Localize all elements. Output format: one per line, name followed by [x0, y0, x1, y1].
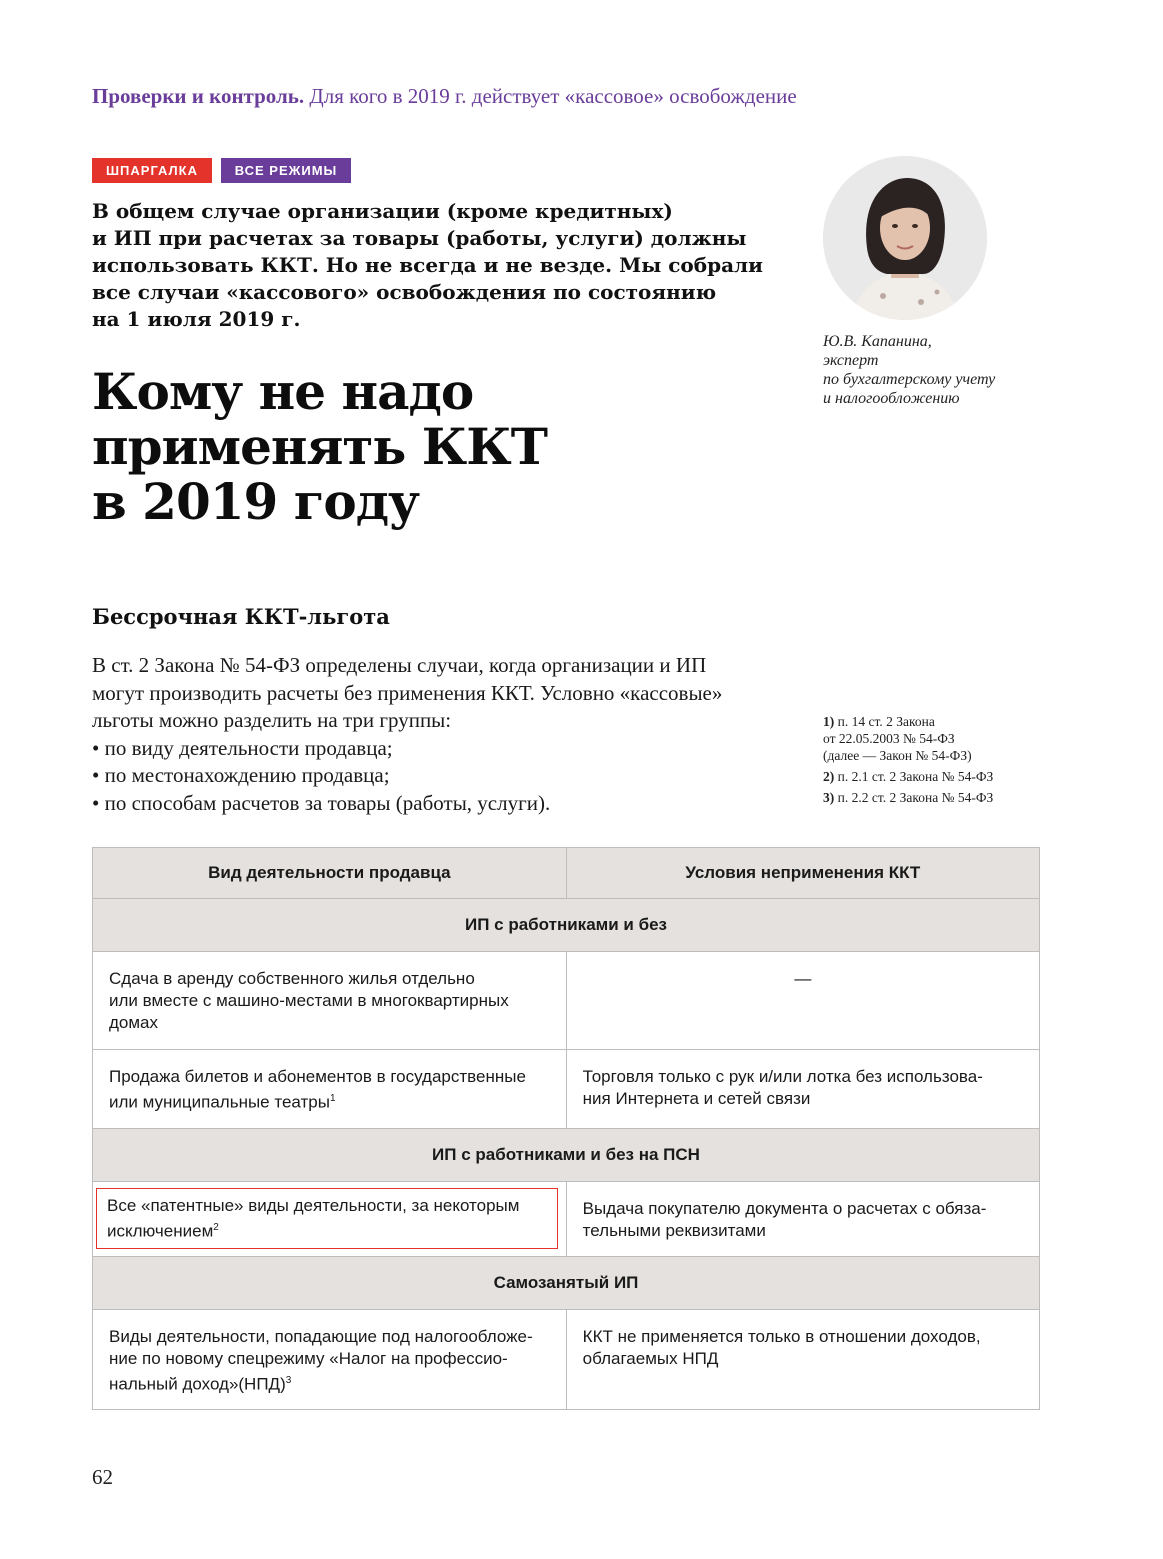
title-line: в 2019 году	[92, 472, 420, 531]
activity-cell	[93, 952, 567, 1050]
footnote-number: 2)	[823, 769, 835, 784]
author-photo	[823, 156, 987, 320]
lead-line: использовать ККТ. Но не всегда и не везде. Мы собрали	[92, 253, 763, 277]
lead-line: все случаи «кассового» освобождения по состоянию	[92, 280, 717, 304]
bullet-item: • по виду деятельности продавца;	[92, 735, 393, 760]
condition-cell	[566, 952, 1039, 1050]
cell-line: Виды деятельности, попадающие под налогообложе-	[109, 1326, 533, 1346]
author-line: и налогообложению	[823, 390, 960, 407]
body-paragraph	[92, 652, 722, 817]
footnote	[823, 768, 993, 785]
body-line: В ст. 2 Закона № 54-ФЗ определены случаи, когда организации и ИП	[92, 653, 707, 677]
title-line: Кому не надо	[92, 362, 474, 421]
author-line: по бухгалтерскому учету	[823, 371, 996, 388]
footnote	[823, 789, 993, 806]
activity-cell	[93, 1050, 567, 1129]
footnote-ref: 2	[213, 1221, 219, 1233]
footnote-text: (далее — Закон № 54-ФЗ)	[823, 748, 972, 763]
table-row	[93, 1050, 1040, 1129]
column-header: Условия неприменения ККТ	[566, 848, 1039, 899]
footnote-text: п. 2.2 ст. 2 Закона № 54-ФЗ	[837, 790, 994, 805]
cell-line: облагаемых НПД	[582, 1348, 719, 1368]
column-header: Вид деятельности продавца	[93, 848, 567, 899]
cell-line: Продажа билетов и абонементов в государственные	[109, 1067, 526, 1086]
title-line: применять ККТ	[92, 417, 547, 476]
article-title	[92, 364, 547, 529]
cell-line: —	[794, 969, 812, 988]
cell-line: Все «патентные» виды деятельности, за некоторым	[107, 1195, 520, 1215]
cell-line: домах	[109, 1013, 159, 1032]
cell-line: ние по новому спецрежиму «Налог на профессио-	[109, 1348, 508, 1368]
footnote-ref: 3	[285, 1374, 292, 1386]
condition-cell	[566, 1309, 1039, 1410]
table-header-row	[93, 848, 1040, 899]
footnote-text: от 22.05.2003 № 54-ФЗ	[823, 731, 955, 746]
section-heading: Бессрочная ККТ-льгота	[92, 604, 390, 629]
cell-line: ния Интернета и сетей связи	[582, 1089, 811, 1108]
footnote-number: 1)	[823, 714, 835, 729]
cell-line: или вместе с машино-местами в многоквартирных	[109, 991, 509, 1010]
cell-line: тельными реквизитами	[582, 1220, 766, 1240]
highlight-box	[96, 1188, 558, 1250]
cell-line: ККТ не применяется только в отношении доходов,	[582, 1326, 981, 1346]
cell-line	[107, 1217, 547, 1243]
cell-text: нальный доход»(НПД)	[109, 1374, 286, 1394]
cell-line: Сдача в аренду собственного жилья отдельно	[109, 969, 475, 988]
cell-line	[109, 1370, 550, 1396]
cell-line: Выдача покупателю документа о расчетах с обяза-	[582, 1198, 987, 1218]
group-title: ИП с работниками и без	[93, 899, 1040, 952]
table-group-row	[93, 1128, 1040, 1181]
table-row	[93, 1309, 1040, 1410]
body-line: льготы можно разделить на три группы:	[92, 708, 452, 732]
author-line: эксперт	[823, 352, 879, 369]
bullet-item: • по способам расчетов за товары (работы, услуги).	[92, 790, 551, 815]
page-number: 62	[92, 1465, 113, 1489]
running-head-topic: Для кого в 2019 г. действует «кассовое» освобождение	[309, 84, 797, 108]
group-title: Самозанятый ИП	[93, 1256, 1040, 1309]
author-portrait-icon	[823, 156, 987, 320]
footnote	[823, 713, 993, 764]
lead-line: на 1 июля 2019 г.	[92, 307, 301, 331]
table-row	[93, 952, 1040, 1050]
footnote-number: 3)	[823, 790, 835, 805]
cell-text: исключением	[107, 1221, 214, 1241]
footnote-text: п. 2.1 ст. 2 Закона № 54-ФЗ	[837, 769, 994, 784]
condition-cell	[566, 1181, 1039, 1256]
table-row	[93, 1181, 1040, 1256]
activity-cell	[93, 1309, 567, 1410]
activity-cell	[93, 1181, 567, 1256]
exemption-table	[92, 847, 1040, 1410]
footnote-ref: 1	[329, 1093, 336, 1104]
author-line: Ю.В. Капанина,	[823, 333, 932, 350]
lead-line: В общем случае организации (кроме кредитных)	[92, 199, 673, 223]
table-group-row	[93, 1256, 1040, 1309]
running-head-section: Проверки и контроль.	[92, 84, 305, 108]
footnotes	[823, 713, 993, 810]
tag-cheatsheet: ШПАРГАЛКА	[92, 158, 212, 183]
condition-cell	[566, 1050, 1039, 1129]
group-title: ИП с работниками и без на ПСН	[93, 1128, 1040, 1181]
author-caption	[823, 332, 995, 408]
body-line: могут производить расчеты без применения ККТ. Условно «кассовые»	[92, 680, 723, 705]
lead-paragraph	[92, 198, 812, 333]
table-group-row	[93, 899, 1040, 952]
cell-line	[109, 1088, 550, 1114]
running-head	[92, 84, 797, 109]
bullet-item: • по местонахождению продавца;	[92, 763, 390, 787]
footnote-text: п. 14 ст. 2 Закона	[837, 714, 935, 729]
lead-line: и ИП при расчетах за товары (работы, услуги) должны	[92, 226, 747, 250]
cell-text: или муниципальные театры	[109, 1092, 330, 1112]
cell-line: Торговля только с рук и/или лотка без использова-	[582, 1067, 983, 1086]
tag-all-regimes: ВСЕ РЕЖИМЫ	[221, 158, 351, 183]
